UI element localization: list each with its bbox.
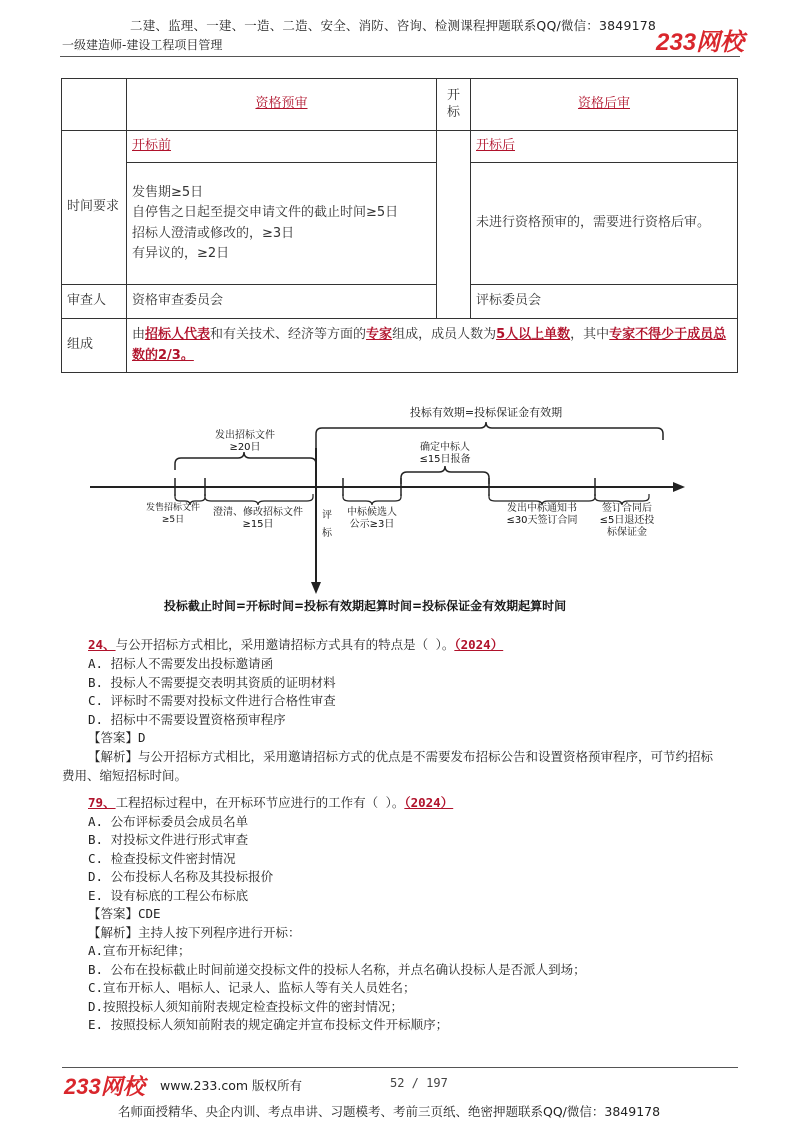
prequal-time-line: 有异议的，≥2日 [132, 245, 230, 261]
col-open: 开标 [446, 87, 460, 120]
clarify-brace [205, 494, 313, 505]
q79-option: C. 检查投标文件密封情况 [88, 851, 236, 866]
q79-option: E. 设有标底的工程公布标底 [88, 888, 249, 903]
composition-text: 和有关技术、经济等方面的 [210, 327, 367, 343]
header-divider [60, 56, 740, 57]
after-open: 开标后 [476, 138, 516, 154]
q24-option: B. 投标人不需要提交表明其资质的证明材料 [88, 675, 336, 690]
prequal-time-line: 发售期≥5日 [132, 185, 204, 201]
q24-stem: 与公开招标方式相比，采用邀请招标方式具有的特点是（ ）。 [115, 637, 455, 652]
validity-label: 投标有效期=投标保证金有效期 [409, 406, 563, 419]
q24-option: C. 评标时不需要对投标文件进行合格性审查 [88, 693, 336, 708]
composition-highlight: 5人以上单数 [496, 327, 571, 343]
col-postqual: 资格后审 [577, 96, 630, 112]
q24-number: 24、 [88, 637, 116, 652]
clarify-days: ≥15日 [242, 519, 274, 530]
q24-answer: 【答案】D [88, 730, 146, 745]
reviewer-label: 审查人 [67, 293, 107, 309]
q24-option: A. 招标人不需要发出投标邀请函 [88, 656, 274, 671]
q79-option: B. 对投标文件进行形式审查 [88, 832, 249, 847]
deadline-label: 投标截止时间=开标时间=投标有效期起算时间=投标保证金有效期起算时间 [163, 599, 567, 613]
notice-days: ≤30天签订合同 [506, 515, 578, 526]
sale-days: ≥5日 [161, 515, 185, 525]
composition-cell [127, 319, 738, 373]
prequal-reviewer: 资格审查委员会 [132, 293, 224, 309]
footer-logo: 233网校 [64, 1074, 145, 1099]
prequal-time-cell [127, 163, 437, 285]
composition-label: 组成 [67, 337, 94, 353]
q79-stem: 工程招标过程中，在开标环节应进行的工作有（ ）。 [115, 795, 405, 810]
composition-highlight: 专家 [366, 327, 393, 343]
validity-brace [316, 422, 663, 448]
q79-step: E. 按照投标人须知前附表的规定确定并宣布投标文件开标顺序； [88, 1017, 449, 1032]
winner-days: ≤15日报备 [419, 454, 471, 465]
header-subtitle: 一级建造师-建设工程项目管理 [62, 38, 223, 52]
q24-analysis: 【解析】与公开招标方式相比，采用邀请招标方式的优点是不需要发布招标公告和设置资格预审程序，可节约招标费用、缩短招标时间。 [62, 749, 714, 783]
composition-text: 组成，成员人数为 [392, 327, 497, 343]
q79-option: D. 公布投标人名称及其投标报价 [88, 869, 274, 884]
evaluate-label-1: 评 [322, 510, 332, 521]
candidate-label: 中标候选人 [347, 507, 397, 518]
q79-option: A. 公布评标委员会成员名单 [88, 814, 249, 829]
contract-label-2: ≤5日退还投 [599, 515, 655, 526]
time-label-cell [62, 131, 127, 285]
evaluate-label-2: 标 [322, 528, 332, 539]
contract-label-3: 标保证金 [607, 527, 647, 538]
time-label: 时间要求 [67, 199, 120, 215]
q79-analysis: 【解析】主持人按下列程序进行开标： [88, 925, 301, 940]
page-number: 52 / 197 [390, 1076, 448, 1090]
footer-promo-line: 名师面授精华、央企内训、考点串讲、习题模考、考前三页纸、绝密押题联系QQ/微信：3849178 [118, 1104, 661, 1119]
q79-number: 79、 [88, 795, 116, 810]
q24-option: D. 招标中不需要设置资格预审程序 [88, 712, 286, 727]
prequal-time-line: 招标人澄清或修改的，≥3日 [132, 225, 295, 241]
composition-highlight: 专家不得少于成员总数的2/3。 [132, 327, 727, 363]
candidate-brace [343, 494, 401, 505]
q79-step: D.按照投标人须知前附表规定检查投标文件的密封情况； [88, 999, 404, 1014]
prequal-time-line: 自停售之日起至提交申请文件的截止时间≥5日 [132, 205, 399, 221]
q79-step: B. 公布在投标截止时间前递交投标文件的投标人名称，并点名确认投标人是否派人到场； [88, 962, 586, 977]
composition-highlight: 招标人代表 [145, 327, 211, 343]
postqual-time: 未进行资格预审的，需要进行资格后审。 [476, 215, 711, 231]
winner-label: 确定中标人 [420, 442, 470, 453]
candidate-days: 公示≥3日 [349, 519, 395, 530]
footer-divider [62, 1067, 738, 1068]
composition-text: ，其中 [570, 327, 610, 343]
footer-site: www.233.com 版权所有 [160, 1078, 302, 1093]
composition-text: 由 [132, 327, 146, 343]
issue-doc-days: ≥20日 [229, 442, 261, 453]
issue-doc-label: 发出招标文件 [215, 430, 275, 441]
sale-label: 发售招标文件 [145, 503, 201, 513]
notice-label: 发出中标通知书 [507, 503, 577, 514]
contract-label-1: 签订合同后 [602, 503, 652, 514]
deadline-arrowhead [311, 582, 321, 594]
postqual-reviewer: 评标委员会 [476, 293, 542, 309]
q79-year: （2024） [404, 795, 454, 810]
before-open: 开标前 [132, 138, 172, 154]
clarify-label: 澄清、修改招标文件 [213, 507, 303, 518]
q79-step: C.宣布开标人、唱标人、记录人、监标人等有关人员姓名； [88, 980, 416, 995]
bidding-timeline-diagram [85, 398, 695, 620]
q24-stem-line [88, 636, 503, 655]
q79-stem-line [88, 794, 453, 813]
header-contact-line: 二建、监理、一建、一造、二造、安全、消防、咨询、检测课程押题联系QQ/微信：3849178 [130, 18, 657, 33]
col-prequal: 资格预审 [255, 96, 308, 112]
q24-year: （2024） [454, 637, 504, 652]
qualification-table [61, 78, 738, 373]
q79-answer: 【答案】CDE [88, 906, 161, 921]
timeline-arrowhead [673, 482, 685, 492]
q79-step: A.宣布开标纪律； [88, 943, 191, 958]
issue-doc-brace [175, 452, 316, 470]
header-logo: 233网校 [656, 29, 745, 56]
winner-brace [401, 466, 489, 484]
